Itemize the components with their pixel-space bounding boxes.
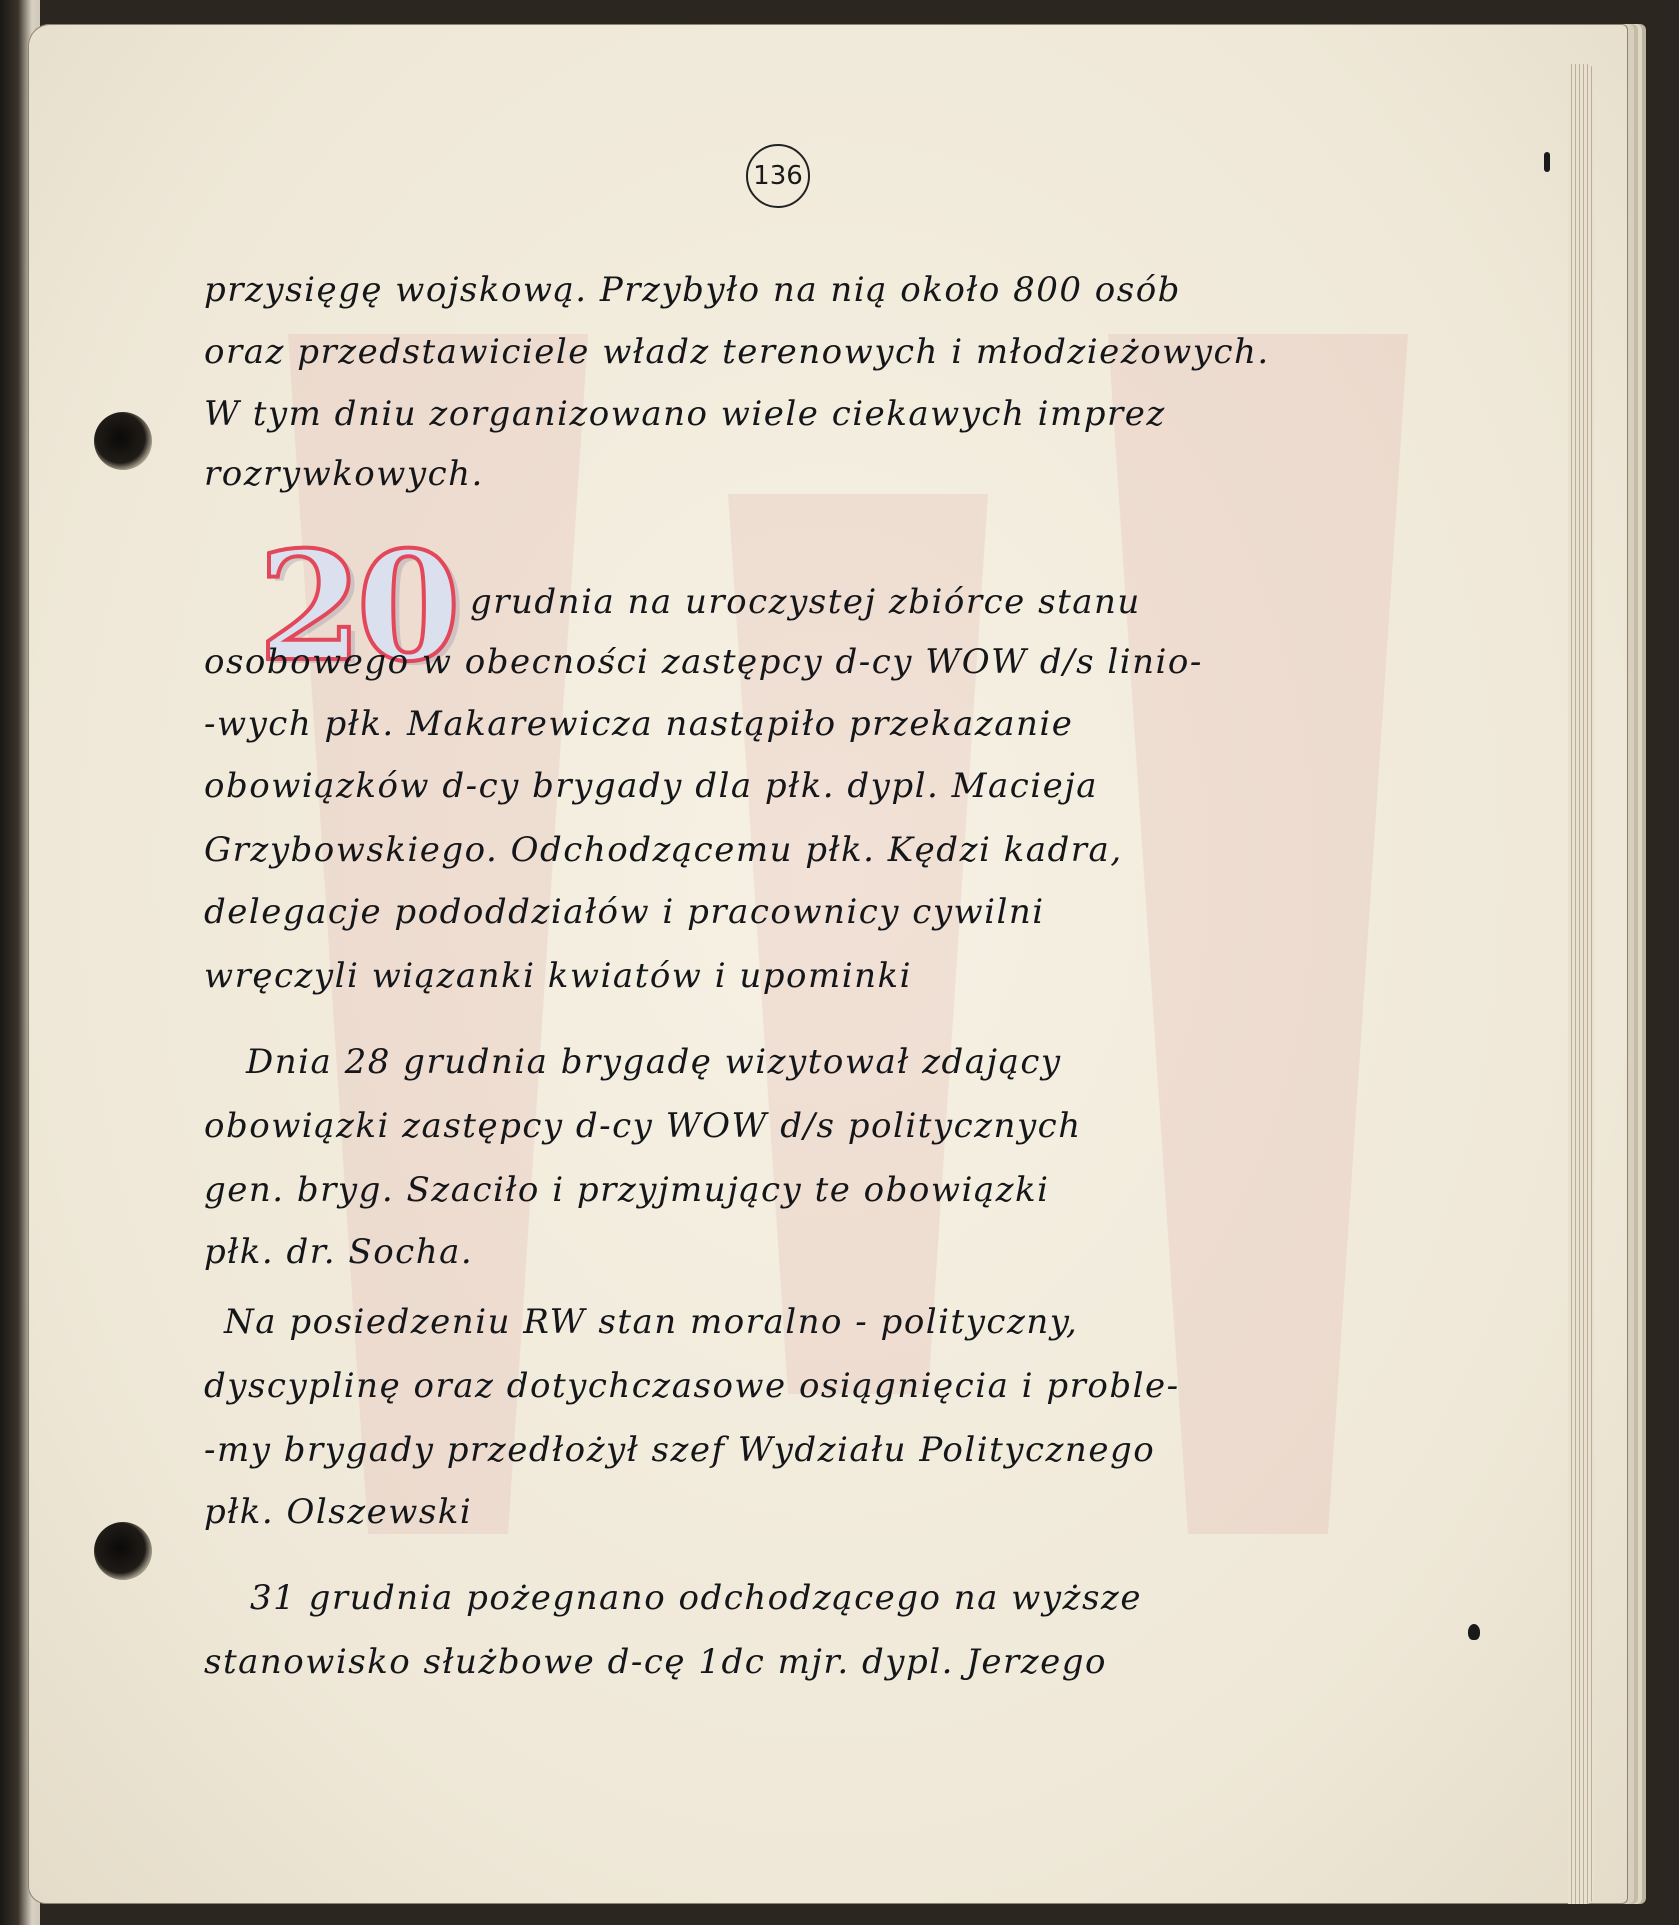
text-line: rozrywkowych. bbox=[204, 454, 484, 494]
punch-hole-bottom bbox=[94, 1522, 152, 1580]
text-line: wręczyli wiązanki kwiatów i upominki bbox=[204, 956, 913, 996]
text-line: delegacje pododdziałów i pracownicy cywilni bbox=[204, 892, 1045, 932]
text-line: Dnia 28 grudnia brygadę wizytował zdający bbox=[246, 1042, 1062, 1082]
ink-mark-bottom bbox=[1468, 1624, 1480, 1640]
page-edges bbox=[1568, 64, 1594, 1904]
text-line: dyscyplinę oraz dotychczasowe osiągnięcia i proble- bbox=[204, 1366, 1180, 1406]
text-line: -my brygady przedłożył szef Wydziału Politycznego bbox=[204, 1430, 1156, 1470]
drop-cap-number: 20 bbox=[258, 519, 455, 695]
text-line: obowiązki zastępcy d-cy WOW d/s politycznych bbox=[204, 1106, 1082, 1146]
text-line: -wych płk. Makarewicza nastąpiło przekazanie bbox=[204, 704, 1074, 744]
text-line: płk. dr. Socha. bbox=[204, 1232, 474, 1272]
text-line: Na posiedzeniu RW stan moralno - polityczny, bbox=[224, 1302, 1079, 1342]
page-number: 136 bbox=[746, 144, 810, 208]
text-line: stanowisko służbowe d-cę 1dc mjr. dypl. Jerzego bbox=[204, 1642, 1107, 1682]
text-line: W tym dniu zorganizowano wiele ciekawych imprez bbox=[204, 394, 1166, 434]
text-line: płk. Olszewski bbox=[204, 1492, 473, 1532]
text-line: oraz przedstawiciele władz terenowych i młodzieżowych. bbox=[204, 332, 1270, 372]
notebook-page bbox=[28, 24, 1628, 1904]
text-line: obowiązków d-cy brygady dla płk. dypl. Macieja bbox=[204, 766, 1099, 806]
punch-hole-top bbox=[94, 412, 152, 470]
text-line: gen. bryg. Szaciło i przyjmujący te obowiązki bbox=[204, 1170, 1050, 1210]
text-line: przysięgę wojskową. Przybyło na nią około 800 osób bbox=[204, 270, 1181, 310]
text-line: 31 grudnia pożegnano odchodzącego na wyższe bbox=[250, 1578, 1142, 1618]
text-line: osobowego w obecności zastępcy d-cy WOW d/s liniо- bbox=[204, 642, 1203, 682]
ink-mark-top bbox=[1544, 152, 1550, 172]
text-line: Grzybowskiego. Odchodzącemu płk. Kędzi kadra, bbox=[204, 830, 1123, 870]
text-line: grudnia na uroczystej zbiórce stanu bbox=[470, 582, 1141, 622]
